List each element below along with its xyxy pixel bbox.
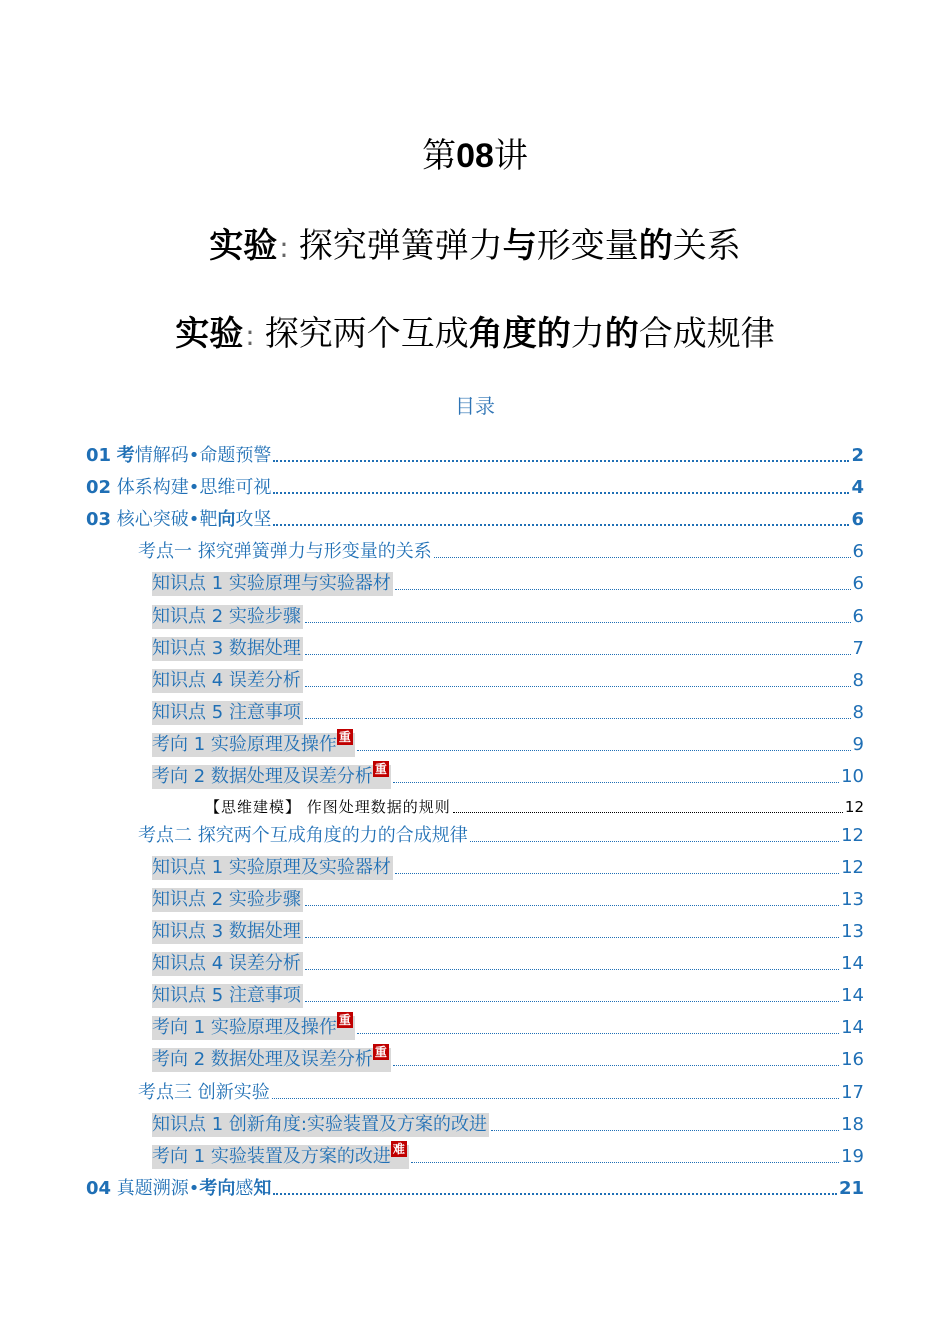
page-number: 8: [852, 670, 864, 691]
lecture-number: 08: [456, 137, 494, 175]
dot-leader: [305, 969, 839, 970]
toc-direction[interactable]: 考向 1 实验原理及操作 重 9: [152, 730, 864, 755]
page-number: 6: [852, 541, 864, 562]
dot-leader: [273, 460, 849, 462]
toc-knowledge-point[interactable]: 知识点 1 实验原理与实验器材 6: [152, 573, 864, 594]
dot-leader: [273, 492, 849, 494]
key-badge: 重: [374, 762, 387, 776]
toc-knowledge-point[interactable]: 知识点 2 实验步骤 6: [152, 606, 864, 627]
dot-leader: [453, 812, 843, 813]
page-number: 12: [841, 825, 864, 846]
toc-topic-3[interactable]: 考点三 创新实验 17: [138, 1082, 864, 1103]
page-number: 2: [851, 445, 864, 466]
key-badge: 重: [374, 1045, 387, 1059]
key-badge: 重: [338, 730, 351, 744]
toc-knowledge-point[interactable]: 知识点 1 创新角度:实验装置及方案的改进 18: [152, 1114, 864, 1135]
dot-leader: [272, 1098, 839, 1099]
toc-direction[interactable]: 考向 1 实验装置及方案的改进 难 19: [152, 1142, 864, 1167]
page-number: 19: [841, 1146, 864, 1167]
dot-leader: [305, 1001, 839, 1002]
toc-knowledge-point[interactable]: 知识点 4 误差分析 14: [152, 953, 864, 974]
toc-knowledge-point[interactable]: 知识点 1 实验原理及实验器材 12: [152, 857, 864, 878]
toc-entry-02[interactable]: 02 体系构建•思维可视 4: [86, 477, 864, 498]
toc-knowledge-point[interactable]: 知识点 2 实验步骤 13: [152, 889, 864, 910]
dot-leader: [305, 654, 851, 655]
toc-topic-2[interactable]: 考点二 探究两个互成角度的力的合成规律 12: [138, 825, 864, 846]
toc-entry-01[interactable]: 01 考情解码•命题预警 2: [86, 445, 864, 466]
lecture-suffix: 讲: [493, 136, 528, 176]
page-number: 17: [841, 1082, 864, 1103]
dot-leader: [411, 1162, 839, 1163]
toc-heading: 目录: [455, 394, 495, 418]
toc-knowledge-point[interactable]: 知识点 3 数据处理 13: [152, 921, 864, 942]
lecture-title: [0, 128, 950, 177]
experiment-title-1: 实验: 探究弹簧弹力与形变量的关系: [209, 226, 741, 266]
dot-leader: [491, 1130, 839, 1131]
toc-topic-1[interactable]: 考点一 探究弹簧弹力与形变量的关系 6: [138, 541, 864, 562]
page-number: 16: [841, 1049, 864, 1070]
dot-leader: [305, 718, 851, 719]
dot-leader: [305, 622, 851, 623]
page-number: 10: [841, 766, 864, 787]
dot-leader: [357, 750, 851, 751]
toc-knowledge-point[interactable]: 知识点 3 数据处理 7: [152, 638, 864, 659]
dot-leader: [393, 1065, 839, 1066]
page-number: 6: [852, 573, 864, 594]
dot-leader: [305, 686, 851, 687]
dot-leader: [470, 841, 839, 842]
hard-badge: 难: [392, 1142, 405, 1156]
dot-leader: [357, 1033, 839, 1034]
page-number: 8: [852, 702, 864, 723]
page-number: 13: [841, 921, 864, 942]
dot-leader: [393, 782, 839, 783]
page-number: 21: [838, 1178, 864, 1199]
page-number: 6: [851, 509, 864, 530]
dot-leader: [305, 905, 839, 906]
dot-leader: [305, 937, 839, 938]
page-number: 14: [841, 953, 864, 974]
toc-direction[interactable]: 考向 1 实验原理及操作 重 14: [152, 1013, 864, 1038]
page-number: 7: [852, 638, 864, 659]
experiment-title-2: 实验: 探究两个互成角度的力的合成规律: [175, 314, 775, 354]
page-number: 14: [841, 1017, 864, 1038]
toc-thinking-model[interactable]: 【思维建模】 作图处理数据的规则 12: [205, 793, 864, 819]
toc-knowledge-point[interactable]: 知识点 5 注意事项 8: [152, 702, 864, 723]
toc-knowledge-point[interactable]: 知识点 4 误差分析 8: [152, 670, 864, 691]
dot-leader: [434, 557, 851, 558]
page-number: 12: [844, 798, 864, 816]
page-number: 9: [852, 734, 864, 755]
dot-leader: [273, 1193, 837, 1195]
toc-direction[interactable]: 考向 2 数据处理及误差分析 重 16: [152, 1045, 864, 1070]
key-badge: 重: [338, 1013, 351, 1027]
page-number: 4: [851, 477, 864, 498]
page-number: 6: [852, 606, 864, 627]
page-number: 14: [841, 985, 864, 1006]
dot-leader: [273, 524, 849, 526]
dot-leader: [395, 589, 851, 590]
toc-direction[interactable]: 考向 2 数据处理及误差分析 重 10: [152, 762, 864, 787]
lecture-prefix: 第: [422, 136, 457, 176]
page-number: 12: [841, 857, 864, 878]
dot-leader: [395, 873, 839, 874]
toc-knowledge-point[interactable]: 知识点 5 注意事项 14: [152, 985, 864, 1006]
page-number: 18: [841, 1114, 864, 1135]
toc-entry-03[interactable]: 03 核心突破•靶向攻坚 6: [86, 509, 864, 530]
page-number: 13: [841, 889, 864, 910]
toc-entry-04[interactable]: 04 真题溯源•考向感知 21: [86, 1178, 864, 1199]
